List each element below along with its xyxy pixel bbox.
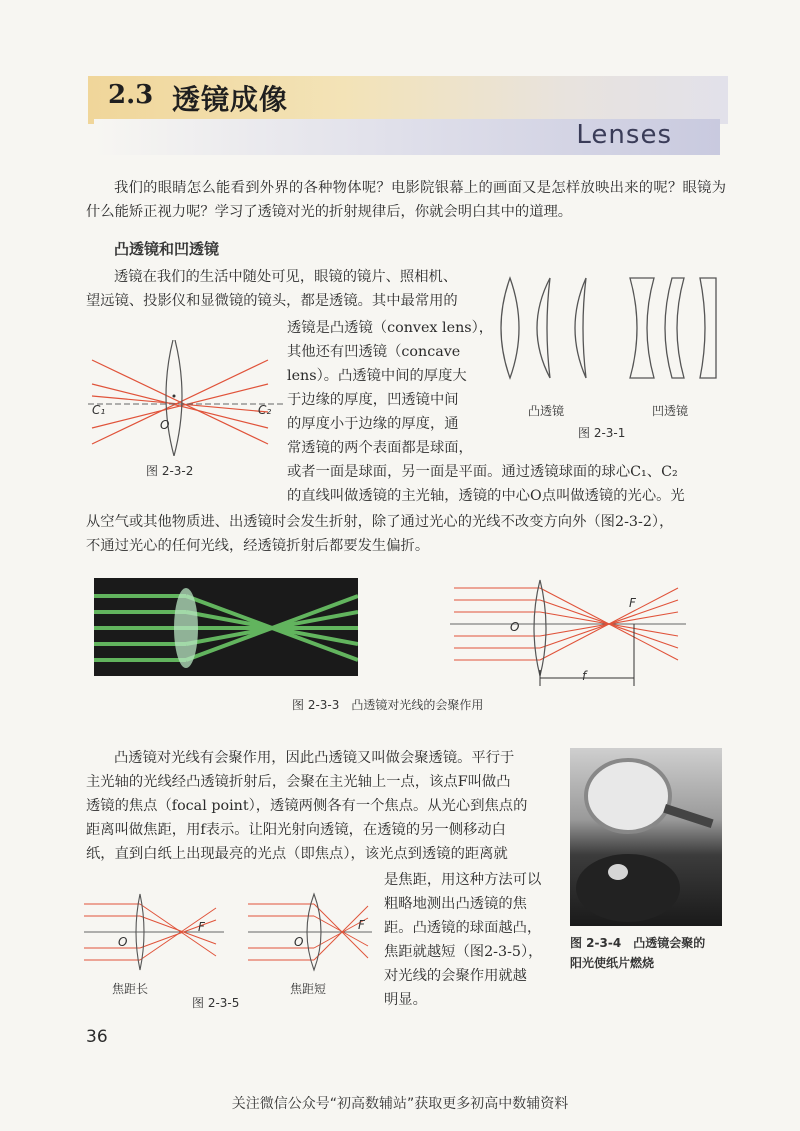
para1-line5: lens）。凸透镜中间的厚度大 [287, 368, 467, 384]
intro-paragraph: 我们的眼睛怎么能看到外界的各种物体呢？电影院银幕上的画面又是怎样放映出来的呢？眼镜为什么能矫正视力呢？学习了透镜对光的折射规律后，你就会明白其中的道理。 [86, 180, 726, 220]
fig-2-3-5-f-long: F [198, 920, 205, 934]
footer-notice: 关注微信公众号“初高数辅站”获取更多初高中数辅资料 [231, 1096, 569, 1112]
para1-line6: 于边缘的厚度，凹透镜中间 [287, 392, 459, 408]
para1-line2: 望远镜、投影仪和显微镜的镜头，都是透镜。其中最常用的 [86, 293, 458, 309]
para2-line8: 距。凸透镜的球面越凸， [384, 920, 542, 936]
para2-line2: 主光轴的光线经凸透镜折射后，会聚在主光轴上一点，该点F叫做凸 [86, 774, 511, 790]
para1-line8: 常透镜的两个表面都是球面， [287, 440, 473, 456]
concave-lens-label: 凹透镜 [652, 404, 689, 418]
para2-line5: 纸，直到白纸上出现最亮的光点（即焦点），该光点到透镜的距离就 [86, 846, 508, 862]
plano-concave-lens [665, 278, 684, 378]
fig-2-3-5-o-short: O [294, 935, 304, 949]
biconcave-lens [630, 278, 654, 378]
fig-2-3-2-o: O [160, 418, 170, 432]
fig-2-3-3-diagram [450, 578, 686, 690]
subheading: 凸透镜和凹透镜 [114, 240, 220, 258]
para2-line3: 透镜的焦点（focal point），透镜两侧各有一个焦点。从光心到焦点的 [86, 798, 528, 814]
para1-line10: 的直线叫做透镜的主光轴，透镜的中心O点叫做透镜的光心。光 [287, 488, 685, 504]
fig-2-3-3-f-point: F [629, 596, 636, 610]
convex-meniscus-lens [575, 278, 586, 378]
fig-2-3-5-long-label: 焦距长 [112, 982, 149, 996]
biconvex-lens [501, 278, 519, 378]
fig-2-3-5-o-long: O [118, 935, 128, 949]
section-title: 透镜成像 [172, 83, 289, 116]
fig-2-3-1-caption: 图 2-3-1 [578, 426, 626, 440]
fig-2-3-4-caption-line2: 阳光使纸片燃烧 [570, 956, 655, 970]
fig-2-3-2-caption: 图 2-3-2 [146, 464, 194, 478]
fig-2-3-3-o: O [510, 620, 520, 634]
english-title: Lenses [576, 120, 672, 150]
fig-2-3-3-photo [94, 578, 358, 676]
fig-2-3-2-c1: C₁ [92, 403, 106, 417]
fig-2-3-2-c2: C₂ [258, 403, 272, 417]
fig-2-3-5-caption: 图 2-3-5 [192, 996, 240, 1010]
para2-line10: 对光线的会聚作用就越 [384, 968, 527, 984]
para1-line11: 从空气或其他物质进、出透镜时会发生折射，除了通过光心的光线不改变方向外（图2-3-2）， [86, 514, 674, 530]
fig-2-3-2-diagram [88, 340, 284, 456]
page-number: 36 [86, 1027, 108, 1047]
fig-2-3-5-short-label: 焦距短 [290, 982, 327, 996]
para2-line7: 粗略地测出凸透镜的焦 [384, 896, 527, 912]
para2-line11: 明显。 [384, 992, 427, 1008]
fig-2-3-3-focal-length: f [582, 669, 587, 683]
fig-2-3-5-short-focal [248, 892, 372, 974]
fig-2-3-1-lens-shapes [494, 270, 730, 420]
plano-convex-lens [537, 278, 550, 378]
fig-2-3-4-photo [570, 748, 722, 926]
para1-line7: 的厚度小于边缘的厚度，通 [287, 416, 459, 432]
para2-line9: 焦距就越短（图2-3-5）， [384, 944, 543, 960]
fig-2-3-4-caption-line1: 图 2-3-4 凸透镜会聚的 [570, 936, 706, 950]
para1-line12: 不通过光心的任何光线，经透镜折射后都要发生偏折。 [86, 538, 430, 554]
para2-line6: 是焦距，用这种方法可以 [384, 872, 542, 888]
fig-2-3-5-f-short: F [358, 918, 365, 932]
concave-meniscus-lens [700, 278, 716, 378]
para1-line4: 其他还有凹透镜（concave [287, 344, 461, 360]
section-number: 2.3 [108, 80, 154, 110]
convex-lens-label: 凸透镜 [528, 404, 565, 418]
para1-line9: 或者一面是球面，另一面是平面。通过透镜球面的球心C₁、C₂ [287, 464, 678, 480]
para2-line1: 凸透镜对光线有会聚作用，因此凸透镜又叫做会聚透镜。平行于 [114, 750, 515, 766]
para2-line4: 距离叫做焦距，用f表示。让阳光射向透镜，在透镜的另一侧移动白 [86, 822, 506, 838]
fig-2-3-3-caption: 图 2-3-3 凸透镜对光线的会聚作用 [292, 698, 484, 712]
para1-line3: 透镜是凸透镜（convex lens）， [287, 320, 494, 336]
para1-line1: 透镜在我们的生活中随处可见，眼镜的镜片、照相机、 [114, 269, 458, 285]
